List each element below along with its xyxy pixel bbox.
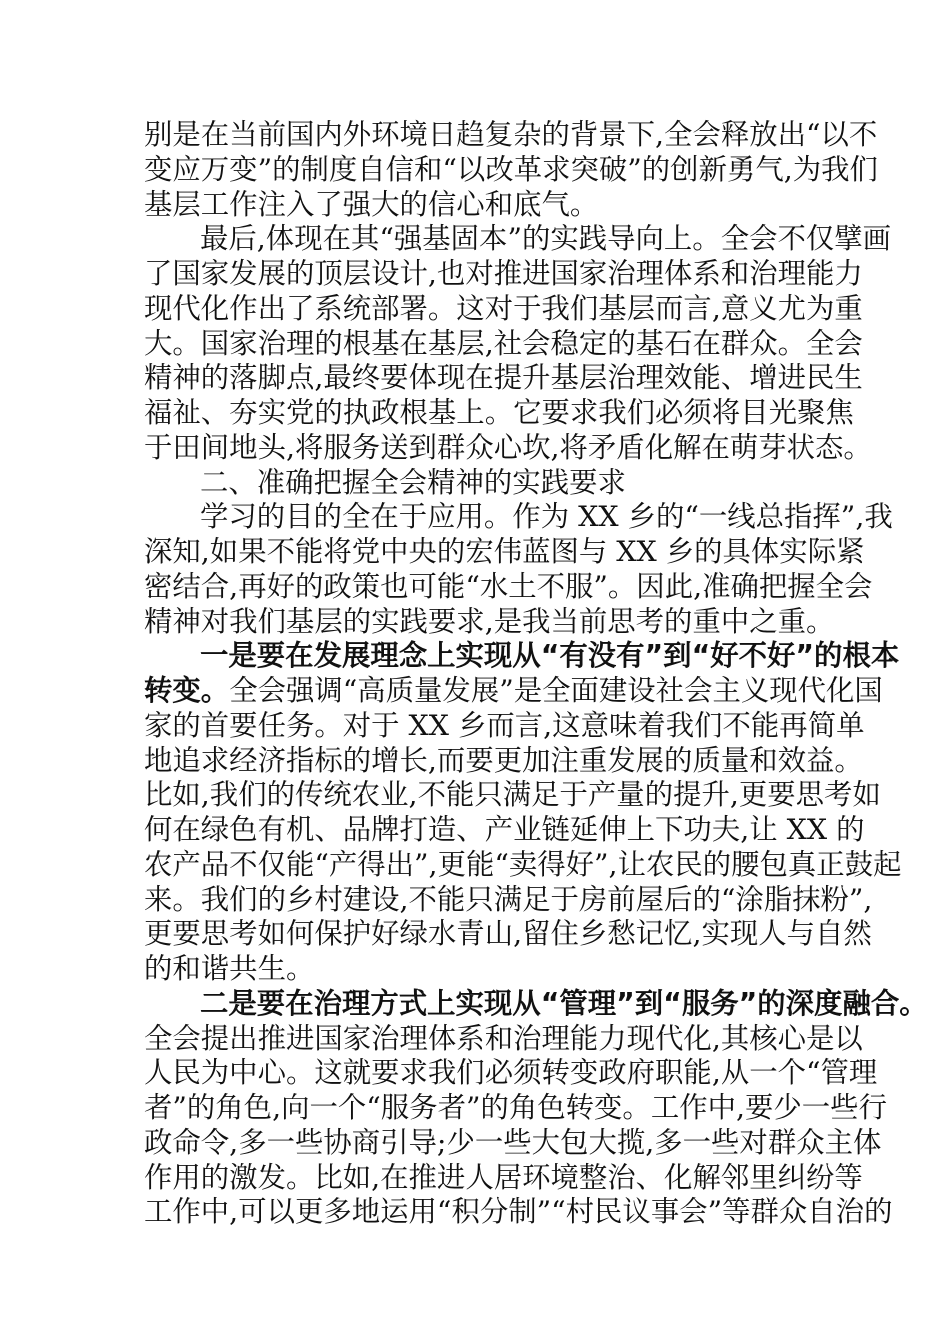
- text-line: 地追求经济指标的增长,而要更加注重发展的质量和效益。: [144, 743, 863, 777]
- bold-point-heading: 二是要在治理方式上实现从“管理”到“服务”的深度融合。: [200, 986, 928, 1020]
- text-run: 全会强调“高质量发展”是全面建设社会主义现代化国: [229, 674, 883, 707]
- text-line: 作用的激发。比如,在推进人居环境整治、化解邻里纠纷等: [144, 1160, 863, 1194]
- text-line: 基层工作注入了强大的信心和底气。: [144, 187, 599, 221]
- text-line: 比如,我们的传统农业,不能只满足于产量的提升,更要思考如: [144, 778, 881, 812]
- text-line: 精神对我们基层的实践要求,是我当前思考的重中之重。: [144, 604, 835, 638]
- text-line: 工作中,可以更多地运用“积分制”“村民议事会”等群众自治的: [144, 1195, 893, 1229]
- document-body: [144, 118, 928, 1230]
- bold-point-heading-end: 转变。: [144, 674, 230, 707]
- text-line: 家的首要任务。对于 XX 乡而言,这意味着我们不能再简单: [144, 708, 865, 742]
- text-line: 者”的角色,向一个“服务者”的角色转变。工作中,要少一些行: [144, 1091, 887, 1124]
- text-line: 全会提出推进国家治理体系和治理能力现代化,其核心是以: [144, 1021, 863, 1055]
- section-heading: 二、准确把握全会精神的实践要求: [200, 465, 626, 499]
- paragraph-start-line: 最后,体现在其“强基固本”的实践导向上。全会不仅擘画: [200, 222, 892, 256]
- bold-point-heading: 一是要在发展理念上实现从“有没有”到“好不好”的根本: [200, 639, 900, 673]
- text-line: 农产品不仅能“产得出”,更能“卖得好”,让农民的腰包真正鼓起: [144, 847, 902, 881]
- paragraph-start-line: 学习的目的全在于应用。作为 XX 乡的“一线总指挥”,我: [200, 500, 893, 534]
- text-line: 何在绿色有机、品牌打造、产业链延伸上下功夫,让 XX 的: [144, 813, 865, 846]
- text-line: 变应万变”的制度自信和“以改革求突破”的创新勇气,为我们: [144, 152, 878, 186]
- text-line: 于田间地头,将服务送到群众心坎,将矛盾化解在萌芽状态。: [144, 430, 872, 464]
- text-line: 深知,如果不能将党中央的宏伟蓝图与 XX 乡的具体实际紧: [144, 535, 865, 568]
- text-line: 的和谐共生。: [144, 952, 315, 985]
- mixed-line: [144, 674, 883, 709]
- text-line: 现代化作出了系统部署。这对于我们基层而言,意义尤为重: [144, 291, 863, 325]
- text-line: 精神的落脚点,最终要体现在提升基层治理效能、增进民生: [144, 361, 863, 395]
- text-line: 密结合,再好的政策也可能“水土不服”。因此,准确把握全会: [144, 569, 873, 603]
- text-line: 更要思考如何保护好绿水青山,留住乡愁记忆,实现人与自然: [144, 917, 872, 951]
- text-line: 了国家发展的顶层设计,也对推进国家治理体系和治理能力: [144, 257, 863, 290]
- text-line: 人民为中心。这就要求我们必须转变政府职能,从一个“管理: [144, 1056, 878, 1090]
- text-line: 政命令,多一些协商引导;少一些大包大揽,多一些对群众主体: [144, 1125, 882, 1159]
- text-line: 福祉、夯实党的执政根基上。它要求我们必须将目光聚焦: [144, 396, 854, 429]
- text-line: 大。国家治理的根基在基层,社会稳定的基石在群众。全会: [144, 326, 863, 360]
- text-line: 别是在当前国内外环境日趋复杂的背景下,全会释放出“以不: [144, 118, 878, 151]
- text-line: 来。我们的乡村建设,不能只满足于房前屋后的“涂脂抹粉”,: [144, 882, 873, 916]
